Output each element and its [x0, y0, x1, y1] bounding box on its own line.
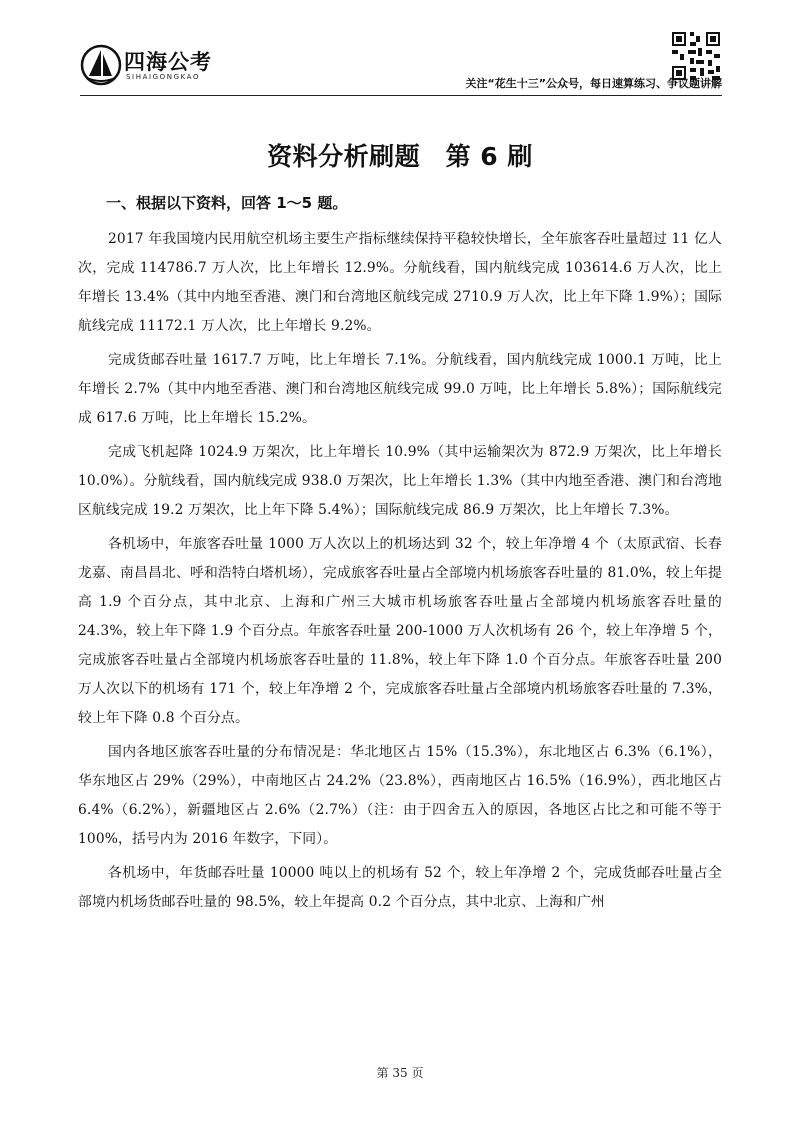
paragraph-cargo-throughput: 完成货邮吞吐量 1617.7 万吨，比上年增长 7.1%。分航线看，国内航线完成 1000.1 万吨，比上年增长 2.7%（其中内地至香港、澳门和台湾地区航线完成 99.0 万吨，比上年增长 5.8%）；国际航线完成 617.6 万吨，比上年增长 15.2%。	[78, 352, 722, 426]
page-number: 第 35 页	[376, 1066, 424, 1080]
logo-name: 四海公考	[124, 50, 212, 74]
logo-subtitle: SIHAIGONGKAO	[126, 73, 201, 81]
paragraph-cargo-airports: 各机场中，年货邮吞吐量 10000 吨以上的机场有 52 个，较上年净增 2 个，完成货邮吞吐量占全部境内机场货邮吞吐量的 98.5%，较上年提高 0.2 个百分点，其中北京、上海和广州	[78, 865, 722, 910]
brand-logo	[80, 44, 230, 88]
sailboat-logo-icon	[80, 44, 122, 86]
header-divider	[80, 95, 722, 96]
paragraph-regional-distribution: 国内各地区旅客吞吐量的分布情况是：华北地区占 15%（15.3%），东北地区占 6.3%（6.1%），华东地区占 29%（29%），中南地区占 24.2%（23.8%），西南地区占 16.5%（16.9%），西北地区占 6.4%（6.2%），新疆地区占 2.6%（2.7%）（注：由于四舍五入的原因，各地区占比之和可能不等于 100%，括号内为 2016 年数字，下同）。	[78, 744, 722, 847]
paragraph-airport-scale: 各机场中，年旅客吞吐量 1000 万人次以上的机场达到 32 个，较上年净增 4 个（太原武宿、长春龙嘉、南昌昌北、呼和浩特白塔机场），完成旅客吞吐量占全部境内机场旅客吞吐量的 81.0%，较上年提高 1.9 个百分点，其中北京、上海和广州三大城市机场旅客吞吐量占全部境内机场旅客吞吐量的 24.3%，较上年下降 1.9 个百分点。年旅客吞吐量 200-1000 万人次机场有 26 个，较上年净增 5 个，完成旅客吞吐量占全部境内机场旅客吞吐量的 11.8%，较上年下降 1.0 个百分点。年旅客吞吐量 200 万人次以下的机场有 171 个，较上年净增 2 个，完成旅客吞吐量占全部境内机场旅客吞吐量的 7.3%，较上年下降 0.8 个百分点。	[78, 536, 722, 726]
document-body	[78, 187, 722, 922]
section-heading: 一、根据以下资料，回答 1～5 题。	[106, 194, 348, 212]
page-title: 资料分析刷题 第 6 刷	[267, 142, 533, 171]
paragraph-aircraft-movements: 完成飞机起降 1024.9 万架次，比上年增长 10.9%（其中运输架次为 872.9 万架次，比上年增长 10.0%）。分航线看，国内航线完成 938.0 万架次，比上年增长 1.3%（其中内地至香港、澳门和台湾地区航线完成 19.2 万架次，比上年下降 5.4%）；国际航线完成 86.9 万架次，比上年增长 7.3%。	[78, 444, 722, 518]
page-header	[80, 30, 722, 94]
paragraph-passenger-throughput: 2017 年我国境内民用航空机场主要生产指标继续保持平稳较快增长，全年旅客吞吐量超过 11 亿人次，完成 114786.7 万人次，比上年增长 12.9%。分航线看，国内航线完成 103614.6 万人次，比上年增长 13.4%（其中内地至香港、澳门和台湾地区航线完成 2710.9 万人次，比上年下降 1.9%）；国际航线完成 11172.1 万人次，比上年增长 9.2%。	[78, 231, 722, 334]
header-slogan: 关注“花生十三”公众号，每日速算练习、争议题讲解	[465, 77, 722, 90]
